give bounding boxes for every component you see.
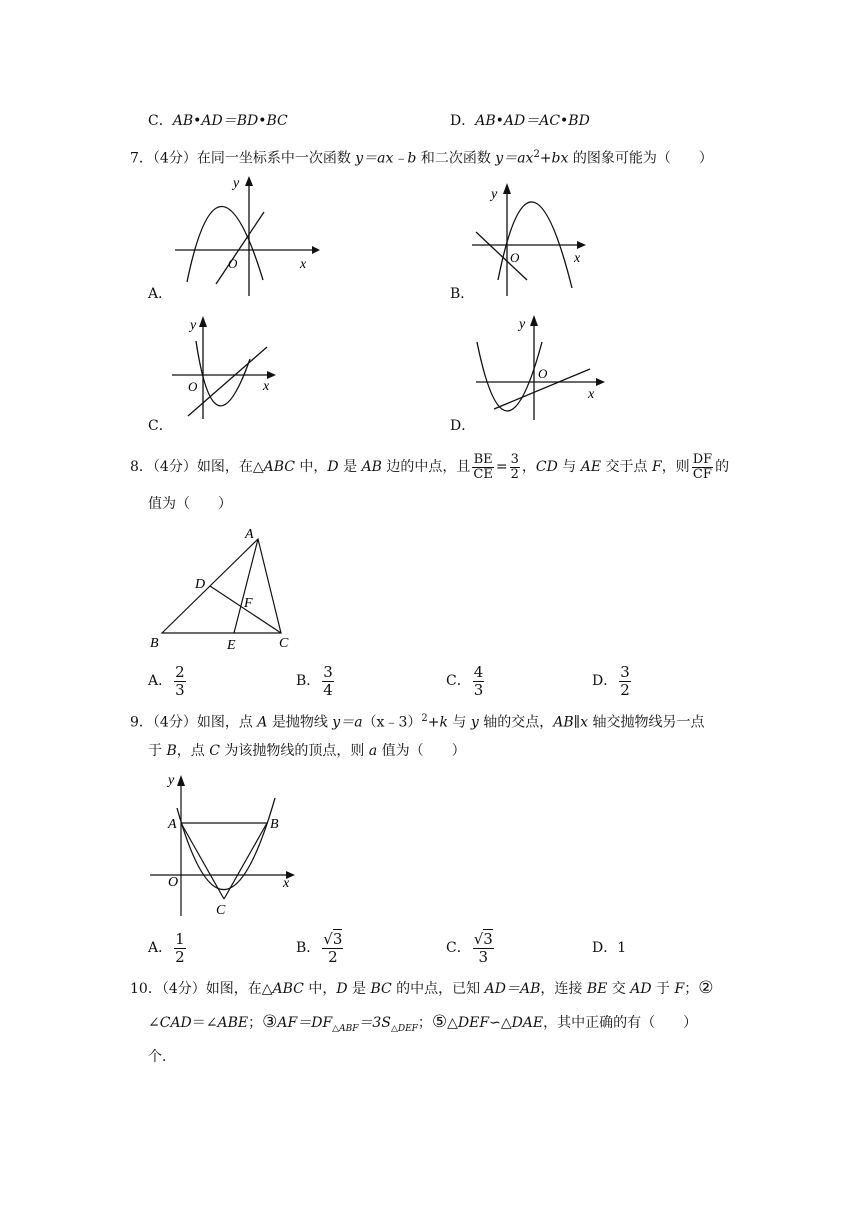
q10-f: F	[674, 981, 685, 997]
q10-circled-5: ⑤	[431, 1012, 448, 1032]
q7-label-a: A．	[148, 286, 173, 302]
q10-eq3s: ＝3S	[358, 1015, 391, 1031]
q9-fig-a: A	[168, 817, 177, 832]
q8-text-h: 的	[715, 459, 730, 475]
q8-ratio-be-ce	[472, 453, 493, 482]
q9-exp: 2	[421, 713, 428, 724]
q9-text-c: 轴的交点，	[478, 714, 554, 731]
q9-a: A	[257, 714, 268, 731]
q6-option-c-label: C．	[148, 113, 173, 129]
q8-fig-b: B	[150, 636, 159, 651]
sqrt-symbol: √	[473, 929, 484, 948]
q7c-y-label: y	[190, 318, 197, 333]
q8-figure	[142, 523, 302, 655]
q9-text-a: 是抛物线	[267, 714, 333, 731]
q8-text: 8．（4分）如图，在△	[130, 459, 264, 475]
q10-bc: BC	[370, 981, 392, 997]
q10-abe: ABE	[217, 1015, 249, 1031]
q8-ratio-num: 3	[510, 451, 519, 467]
q7a-y-label: y	[233, 176, 240, 191]
q8-cf: CF	[692, 466, 712, 482]
q9-opt-a-den: 2	[175, 947, 185, 966]
q8-opt-a-num: 2	[175, 662, 185, 681]
q8-be: BE	[473, 451, 493, 467]
q9-opt-b-den: 2	[328, 947, 338, 966]
q10-text-g: 于	[651, 981, 675, 997]
q10-tri-dae: △DAE	[500, 1015, 544, 1031]
q10-line3: 个．	[148, 1049, 176, 1065]
q8-cd: CD	[535, 459, 558, 475]
q9-opt-c-den: 3	[478, 947, 489, 966]
q8-fig-d: D	[195, 577, 206, 592]
q8-ab: AB	[361, 459, 382, 475]
q8-opt-b-label: B．	[296, 673, 321, 689]
q8-opt-b-den: 4	[323, 680, 333, 699]
q9-option-c	[446, 929, 496, 967]
q8-opt-d-num: 3	[620, 662, 630, 681]
q7d-origin: O	[538, 366, 548, 381]
q9-func: y＝a	[332, 714, 363, 731]
q7-stem-mid: 和二次函数	[416, 150, 496, 167]
q9-opt-a-num: 1	[175, 929, 185, 948]
q8-df: DF	[692, 451, 713, 467]
q10-text-f: 交	[607, 981, 631, 997]
q9-opt-c-num	[473, 931, 494, 949]
q7a-x-label: x	[300, 257, 307, 272]
q10-sub-abf: △ABF	[332, 1023, 359, 1034]
q8-fig-e: E	[227, 638, 236, 653]
q9-b: B	[166, 743, 177, 759]
q9-stem	[130, 709, 704, 733]
q10-cad: CAD	[159, 1015, 192, 1031]
q9-fig-y: y	[168, 773, 175, 788]
q8-f: F	[651, 459, 662, 475]
q10-text-d: 的中点，已知	[391, 981, 485, 997]
q9-opt-b-radicand: 3	[332, 929, 343, 948]
q10-similar: ∽	[489, 1015, 501, 1031]
q9-text-d: 轴交抛物线另一点	[588, 714, 705, 731]
q9-ab: AB	[553, 714, 574, 731]
q9-option-a	[148, 929, 188, 967]
q7-label-d: D．	[450, 418, 476, 434]
q10-text-l2d: ；	[417, 1015, 432, 1031]
q9-text-b: 与	[447, 714, 471, 731]
q7-stem	[130, 145, 713, 169]
q10-text-a: 10．（4分）如图，在△	[130, 981, 273, 997]
q9-option-b	[296, 929, 345, 967]
q7b-y-label: y	[491, 187, 498, 202]
q8-fig-f: F	[244, 596, 253, 611]
q8-opt-a-frac	[174, 664, 186, 699]
q10-d: D	[336, 981, 348, 997]
q9-opt-a-label: A．	[148, 940, 173, 956]
q8-text-g: ，则	[661, 459, 690, 475]
sqrt-symbol: √	[323, 929, 333, 948]
q7-label-b: B．	[450, 286, 475, 302]
q10-angle-2: ＝∠	[191, 1015, 218, 1031]
q8-option-c	[446, 662, 486, 700]
q9-func-b: （x﹣3）	[362, 714, 422, 731]
q10-text-l2e: ，其中正确的有（ ）	[543, 1015, 698, 1031]
q8-opt-c-num: 4	[473, 662, 484, 681]
q9-c: C	[209, 743, 220, 759]
q7-stem-text: 7．（4分）在同一坐标系中一次函数	[130, 150, 356, 167]
q10-text-b: 中，	[303, 981, 337, 997]
q9-opt-c-frac	[473, 931, 494, 966]
q10-af-df: AF＝DF	[277, 1015, 333, 1031]
q10-ad-ab: AD＝AB	[484, 981, 541, 997]
q9-func-c: +k	[427, 714, 448, 731]
q8-text-a: 中，	[294, 459, 328, 475]
q7d-y-label: y	[519, 317, 526, 332]
q10-abc: ABC	[272, 981, 304, 997]
q10-line2	[148, 1012, 697, 1039]
q8-opt-d-frac	[619, 664, 631, 699]
q9-figure	[146, 770, 298, 916]
q7-linear-func: y＝ax﹣b	[355, 150, 417, 167]
q10-ad: AD	[630, 981, 652, 997]
q7b-origin: O	[510, 250, 520, 265]
q6-option-c-text: AB•AD＝BD•BC	[172, 113, 288, 129]
q8-text-b: 是	[338, 459, 362, 475]
q7-quad-tail: +bx	[539, 150, 569, 167]
q7-graph-b	[470, 180, 590, 298]
q8-stem	[130, 447, 729, 487]
q6-option-d	[450, 111, 590, 131]
q8-option-b	[296, 662, 336, 700]
q8-text-e: 与	[557, 459, 581, 475]
q8-fig-a: A	[245, 527, 254, 542]
q8-ae: AE	[580, 459, 602, 475]
q8-opt-c-label: C．	[446, 673, 471, 689]
q6-option-d-label: D．	[450, 113, 476, 129]
q6-option-d-text: AB•AD＝AC•BD	[475, 113, 590, 129]
q9-text: 9．（4分）如图，点	[130, 714, 258, 731]
q9-l2-a: 于	[148, 743, 167, 759]
q9-opt-c-label: C．	[446, 940, 471, 956]
q9-fig-b: B	[270, 817, 279, 832]
q8-opt-b-frac	[322, 664, 334, 699]
q7a-origin: O	[228, 256, 238, 271]
q7-graph-c	[170, 313, 280, 421]
q8-opt-a-den: 3	[175, 680, 185, 699]
q10-be: BE	[586, 981, 608, 997]
q7c-x-label: x	[263, 379, 270, 394]
q9-x: x	[580, 714, 589, 731]
q9-parallel: ∥	[573, 714, 581, 731]
q9-opt-a-frac	[174, 931, 186, 966]
q9-opt-d-text: 1	[617, 940, 627, 956]
q8-text-d: ，	[521, 459, 536, 475]
q10-circled-3: ③	[262, 1012, 278, 1032]
q8-ratio-value	[510, 453, 520, 482]
q8-opt-c-den: 3	[473, 680, 484, 699]
q7b-x-label: x	[574, 251, 581, 266]
q10-text-e: ，连接	[540, 981, 587, 997]
q9-fig-c: C	[216, 903, 226, 916]
q9-l2-b: ，点	[176, 743, 210, 759]
q8-opt-a-label: A．	[148, 673, 173, 689]
q10-sub-def: △DEF	[390, 1023, 418, 1034]
q9-fig-o: O	[168, 875, 179, 890]
q8-ce: CE	[473, 466, 493, 482]
q8-eq: =	[495, 459, 508, 475]
q7-graph-d	[472, 312, 612, 422]
q8-abc: ABC	[263, 459, 295, 475]
q9-l2-d: 值为（ ）	[377, 743, 466, 759]
q9-fig-x: x	[283, 876, 290, 891]
q9-opt-c-radicand: 3	[483, 929, 493, 948]
q7-stem-suffix: 的图象可能为（ ）	[568, 150, 713, 167]
q7d-x-label: x	[588, 387, 595, 402]
q10-circled-2: ②	[698, 978, 714, 998]
q8-fig-c: C	[279, 636, 289, 651]
q9-l2-c: 为该抛物线的顶点，则	[219, 743, 369, 759]
q10-line1	[130, 978, 713, 999]
q10-tri-def: △DEF	[447, 1015, 490, 1031]
q8-ratio-df-cf	[692, 453, 713, 482]
q10-text-h: ；	[684, 981, 699, 997]
q8-opt-b-num: 3	[323, 662, 333, 681]
q8-option-d	[592, 662, 633, 700]
q8-opt-d-den: 2	[620, 680, 630, 699]
q6-option-c	[148, 111, 288, 131]
q7-graph-a	[170, 172, 320, 300]
q7-exp: 2	[533, 149, 540, 160]
q9-stem-line2	[148, 741, 466, 761]
q7c-origin: O	[188, 379, 198, 394]
q8-d: D	[327, 459, 339, 475]
q7-label-c: C．	[148, 418, 173, 434]
q9-opt-b-frac	[322, 931, 343, 966]
q9-opt-b-num	[322, 931, 343, 949]
q9-option-d	[592, 938, 626, 958]
q9-y: y	[470, 714, 479, 731]
q8-text-f: 交于点	[601, 459, 652, 475]
q9-opt-b-label: B．	[296, 940, 321, 956]
q9-a2: a	[368, 743, 378, 759]
q7-quad-func: y＝ax	[495, 150, 534, 167]
q8-opt-d-label: D．	[592, 673, 618, 689]
q8-stem-line2: 值为（ ）	[148, 496, 232, 512]
q10-text-c: 是	[347, 981, 371, 997]
q10-angle-1: ∠	[148, 1015, 160, 1031]
q8-opt-c-frac	[473, 664, 485, 699]
q9-opt-d-label: D．	[592, 940, 618, 956]
q8-option-a	[148, 662, 188, 700]
q8-text-c: 边的中点，且	[381, 459, 471, 475]
q10-text-l2c: ；	[248, 1015, 263, 1031]
q8-ratio-den: 2	[510, 466, 519, 482]
